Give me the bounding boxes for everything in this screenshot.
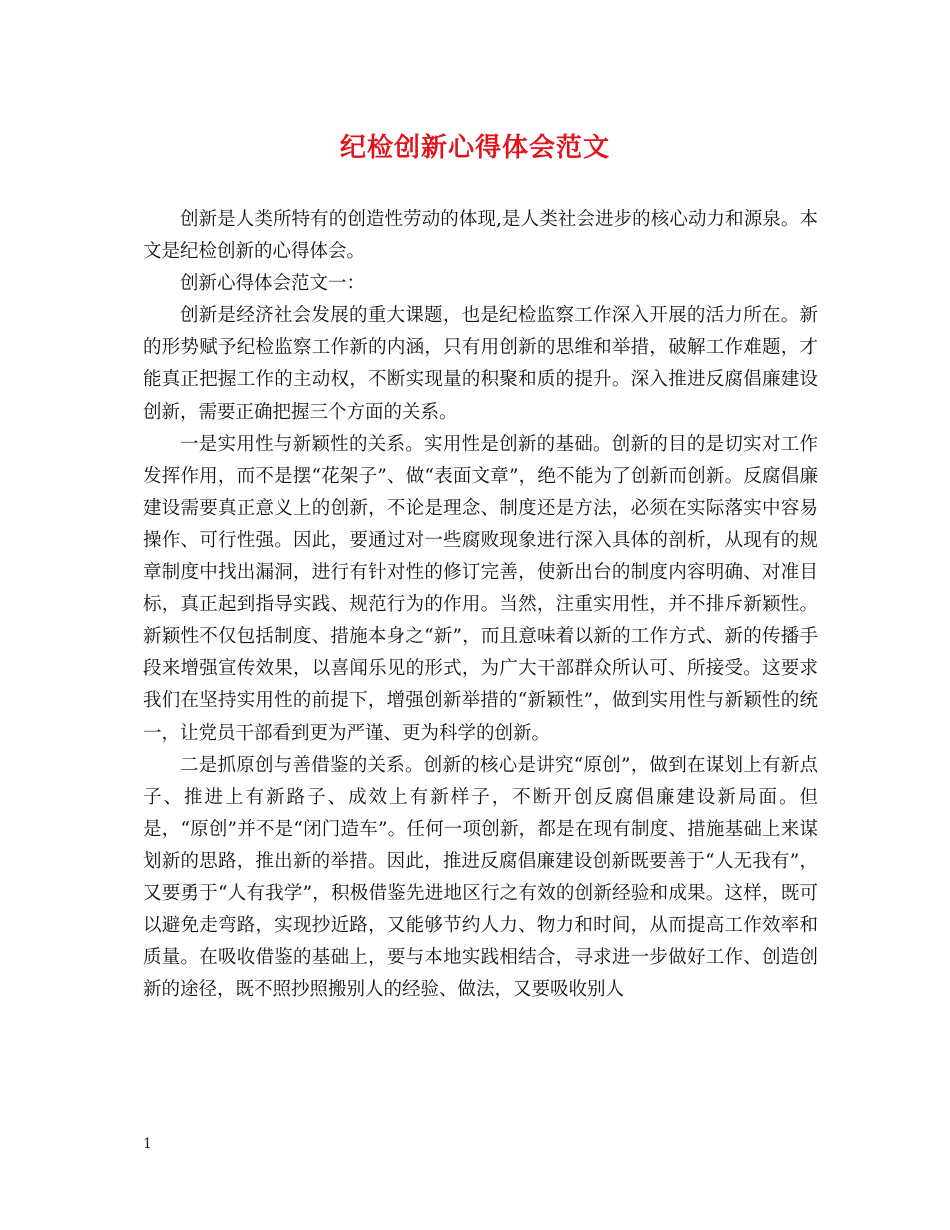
paragraph-3: 二是抓原创与善借鉴的关系。创新的核心是讲究“原创”，做到在谋划上有新点子、推进上有新路子、成效上有新样子，不断开创反腐倡廉建设新局面。但是，“原创”并不是“闭门造车”。任何一项创新，都是在现有制度、措施基础上来谋划新的思路，推出新的举措。因此，推进反腐倡廉建设创新既要善于“人无我有”，又要勇于“人有我学”，积极借鉴先进地区行之有效的创新经验和成果。这样，既可以避免走弯路，实现抄近路，又能够节约人力、物力和时间，从而提高工作效率和质量。在吸收借鉴的基础上，要与本地实践相结合，寻求进一步做好工作、创造创新的途径，既不照抄照搬别人的经验、做法，又要吸收别人	[143, 754, 818, 1001]
document-body	[143, 204, 818, 1006]
paragraph-2: 一是实用性与新颖性的关系。实用性是创新的基础。创新的目的是切实对工作发挥作用，而不是摆“花架子”、做“表面文章”，绝不能为了创新而创新。反腐倡廉建设需要真正意义上的创新，不论是理念、制度还是方法，必须在实际落实中容易操作、可行性强。因此，要通过对一些腐败现象进行深入具体的剖析，从现有的规章制度中找出漏洞，进行有针对性的修订完善，使新出台的制度内容明确、对准目标，真正起到指导实践、规范行为的作用。当然，注重实用性，并不排斥新颖性。新颖性不仅包括制度、措施本身之“新”，而且意味着以新的工作方式、新的传播手段来增强宣传效果，以喜闻乐见的形式，为广大干部群众所认可、所接受。这要求我们在坚持实用性的前提下，增强创新举措的“新颖性”，做到实用性与新颖性的统一，让党员干部看到更为严谨、更为科学的创新。	[143, 433, 818, 744]
paragraph-heading: 创新心得体会范文一：	[180, 273, 366, 295]
document-title: 纪检创新心得体会范文	[339, 133, 610, 163]
paragraph-intro: 创新是人类所特有的创造性劳动的体现,是人类社会进步的核心动力和源泉。本文是纪检创新的心得体会。	[143, 209, 818, 263]
page-number: 1	[143, 1136, 152, 1152]
paragraph-1: 创新是经济社会发展的重大课题，也是纪检监察工作深入开展的活力所在。新的形势赋予纪检监察工作新的内涵，只有用创新的思维和举措，破解工作难题，才能真正把握工作的主动权，不断实现量的积聚和质的提升。深入推进反腐倡廉建设创新，需要正确把握三个方面的关系。	[143, 305, 818, 423]
